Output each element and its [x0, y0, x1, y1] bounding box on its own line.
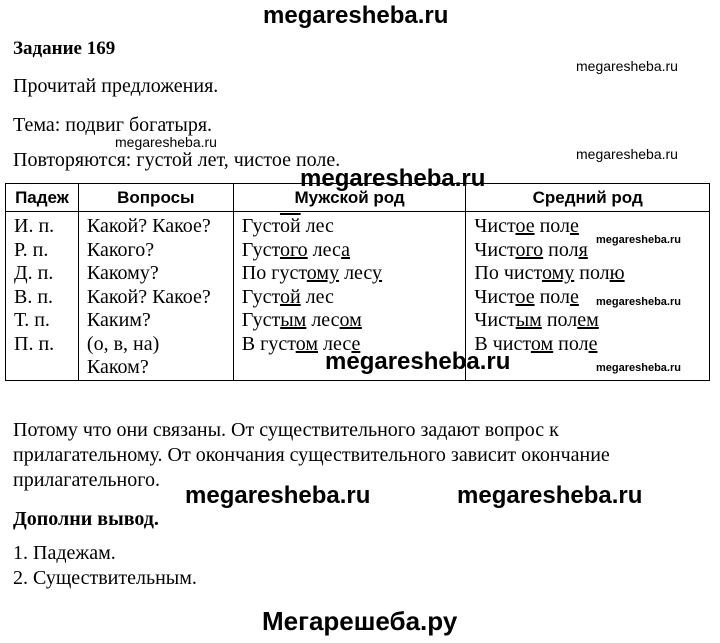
footer-watermark: Мегарешеба.ру — [262, 606, 458, 636]
masculine-cell: Густым лесом — [241, 309, 362, 331]
neuter-cell: По чистому полю — [474, 262, 625, 284]
case-cell: И. п. — [14, 215, 55, 237]
header-neuter: Средний род — [466, 184, 710, 212]
question-cell: Какой? Какое? — [86, 285, 211, 308]
header-questions: Вопросы — [78, 184, 233, 212]
masculine-cell: По густому лесу — [241, 262, 383, 284]
conclusion-item: 1. Падежам. — [13, 542, 116, 564]
instruction-text: Прочитай предложения. — [13, 75, 219, 97]
task-title: Задание 169 — [13, 38, 116, 59]
question-cell: Какому? — [86, 262, 159, 284]
question-cell: Какой? Какое? — [86, 215, 211, 237]
conclusion-title: Дополни вывод. — [13, 508, 159, 530]
question-cell: Каком? — [86, 356, 149, 378]
case-cell: Р. п. — [14, 238, 49, 261]
question-cell: Каким? — [86, 309, 151, 331]
watermark-top: megaresheba.ru — [263, 2, 449, 29]
case-cell: Т. п. — [14, 309, 50, 331]
watermark-bottom-right: megaresheba.ru — [457, 482, 643, 509]
watermark-small: megaresheba.ru — [576, 58, 678, 74]
conclusion-item: 2. Существительным. — [13, 567, 197, 589]
explanation-line: прилагательному. От окончания существительного зависит окончание — [13, 444, 610, 466]
masculine-cell: Густого леса — [241, 238, 351, 261]
masculine-cell: Густой лес — [241, 285, 334, 308]
case-column — [6, 212, 79, 381]
question-cell: (о, в, на) — [86, 332, 160, 355]
question-cell: Какого? — [86, 238, 155, 261]
watermark-small: megaresheba.ru — [576, 146, 678, 162]
watermark-tiny: megaresheba.ru — [596, 362, 681, 374]
theme-text: Тема: подвиг богатыря. — [13, 114, 213, 136]
neuter-cell: Чистого поля — [474, 238, 588, 261]
explanation-line: прилагательного. — [13, 469, 160, 491]
case-cell: В. п. — [14, 285, 54, 308]
watermark-table-bottom: megaresheba.ru — [325, 348, 511, 375]
explanation-line: Потому что они связаны. От существительного задают вопрос к — [13, 419, 559, 441]
watermark-bottom-left: megaresheba.ru — [185, 482, 371, 509]
masculine-cell: Густой лес — [241, 215, 334, 237]
masculine-cell: В густом лесе — [241, 332, 361, 355]
watermark-tiny: megaresheba.ru — [596, 296, 681, 308]
case-cell: Д. п. — [14, 262, 54, 284]
repeats-text: Повторяются: густой лет, чистое поле. — [13, 149, 341, 171]
header-masculine: Мужской род — [233, 184, 466, 212]
watermark-table-header: megaresheba.ru — [300, 165, 486, 192]
neuter-cell: Чистое поле — [474, 215, 579, 237]
neuter-cell: Чистое поле — [474, 285, 579, 308]
watermark-tiny: megaresheba.ru — [596, 234, 681, 246]
case-cell: П. п. — [14, 332, 55, 355]
header-case: Падеж — [6, 184, 79, 212]
questions-column — [78, 212, 233, 381]
neuter-cell: В чистом поле — [474, 332, 598, 355]
neuter-cell: Чистым полем — [474, 309, 599, 331]
watermark-small: megaresheba.ru — [115, 134, 217, 150]
